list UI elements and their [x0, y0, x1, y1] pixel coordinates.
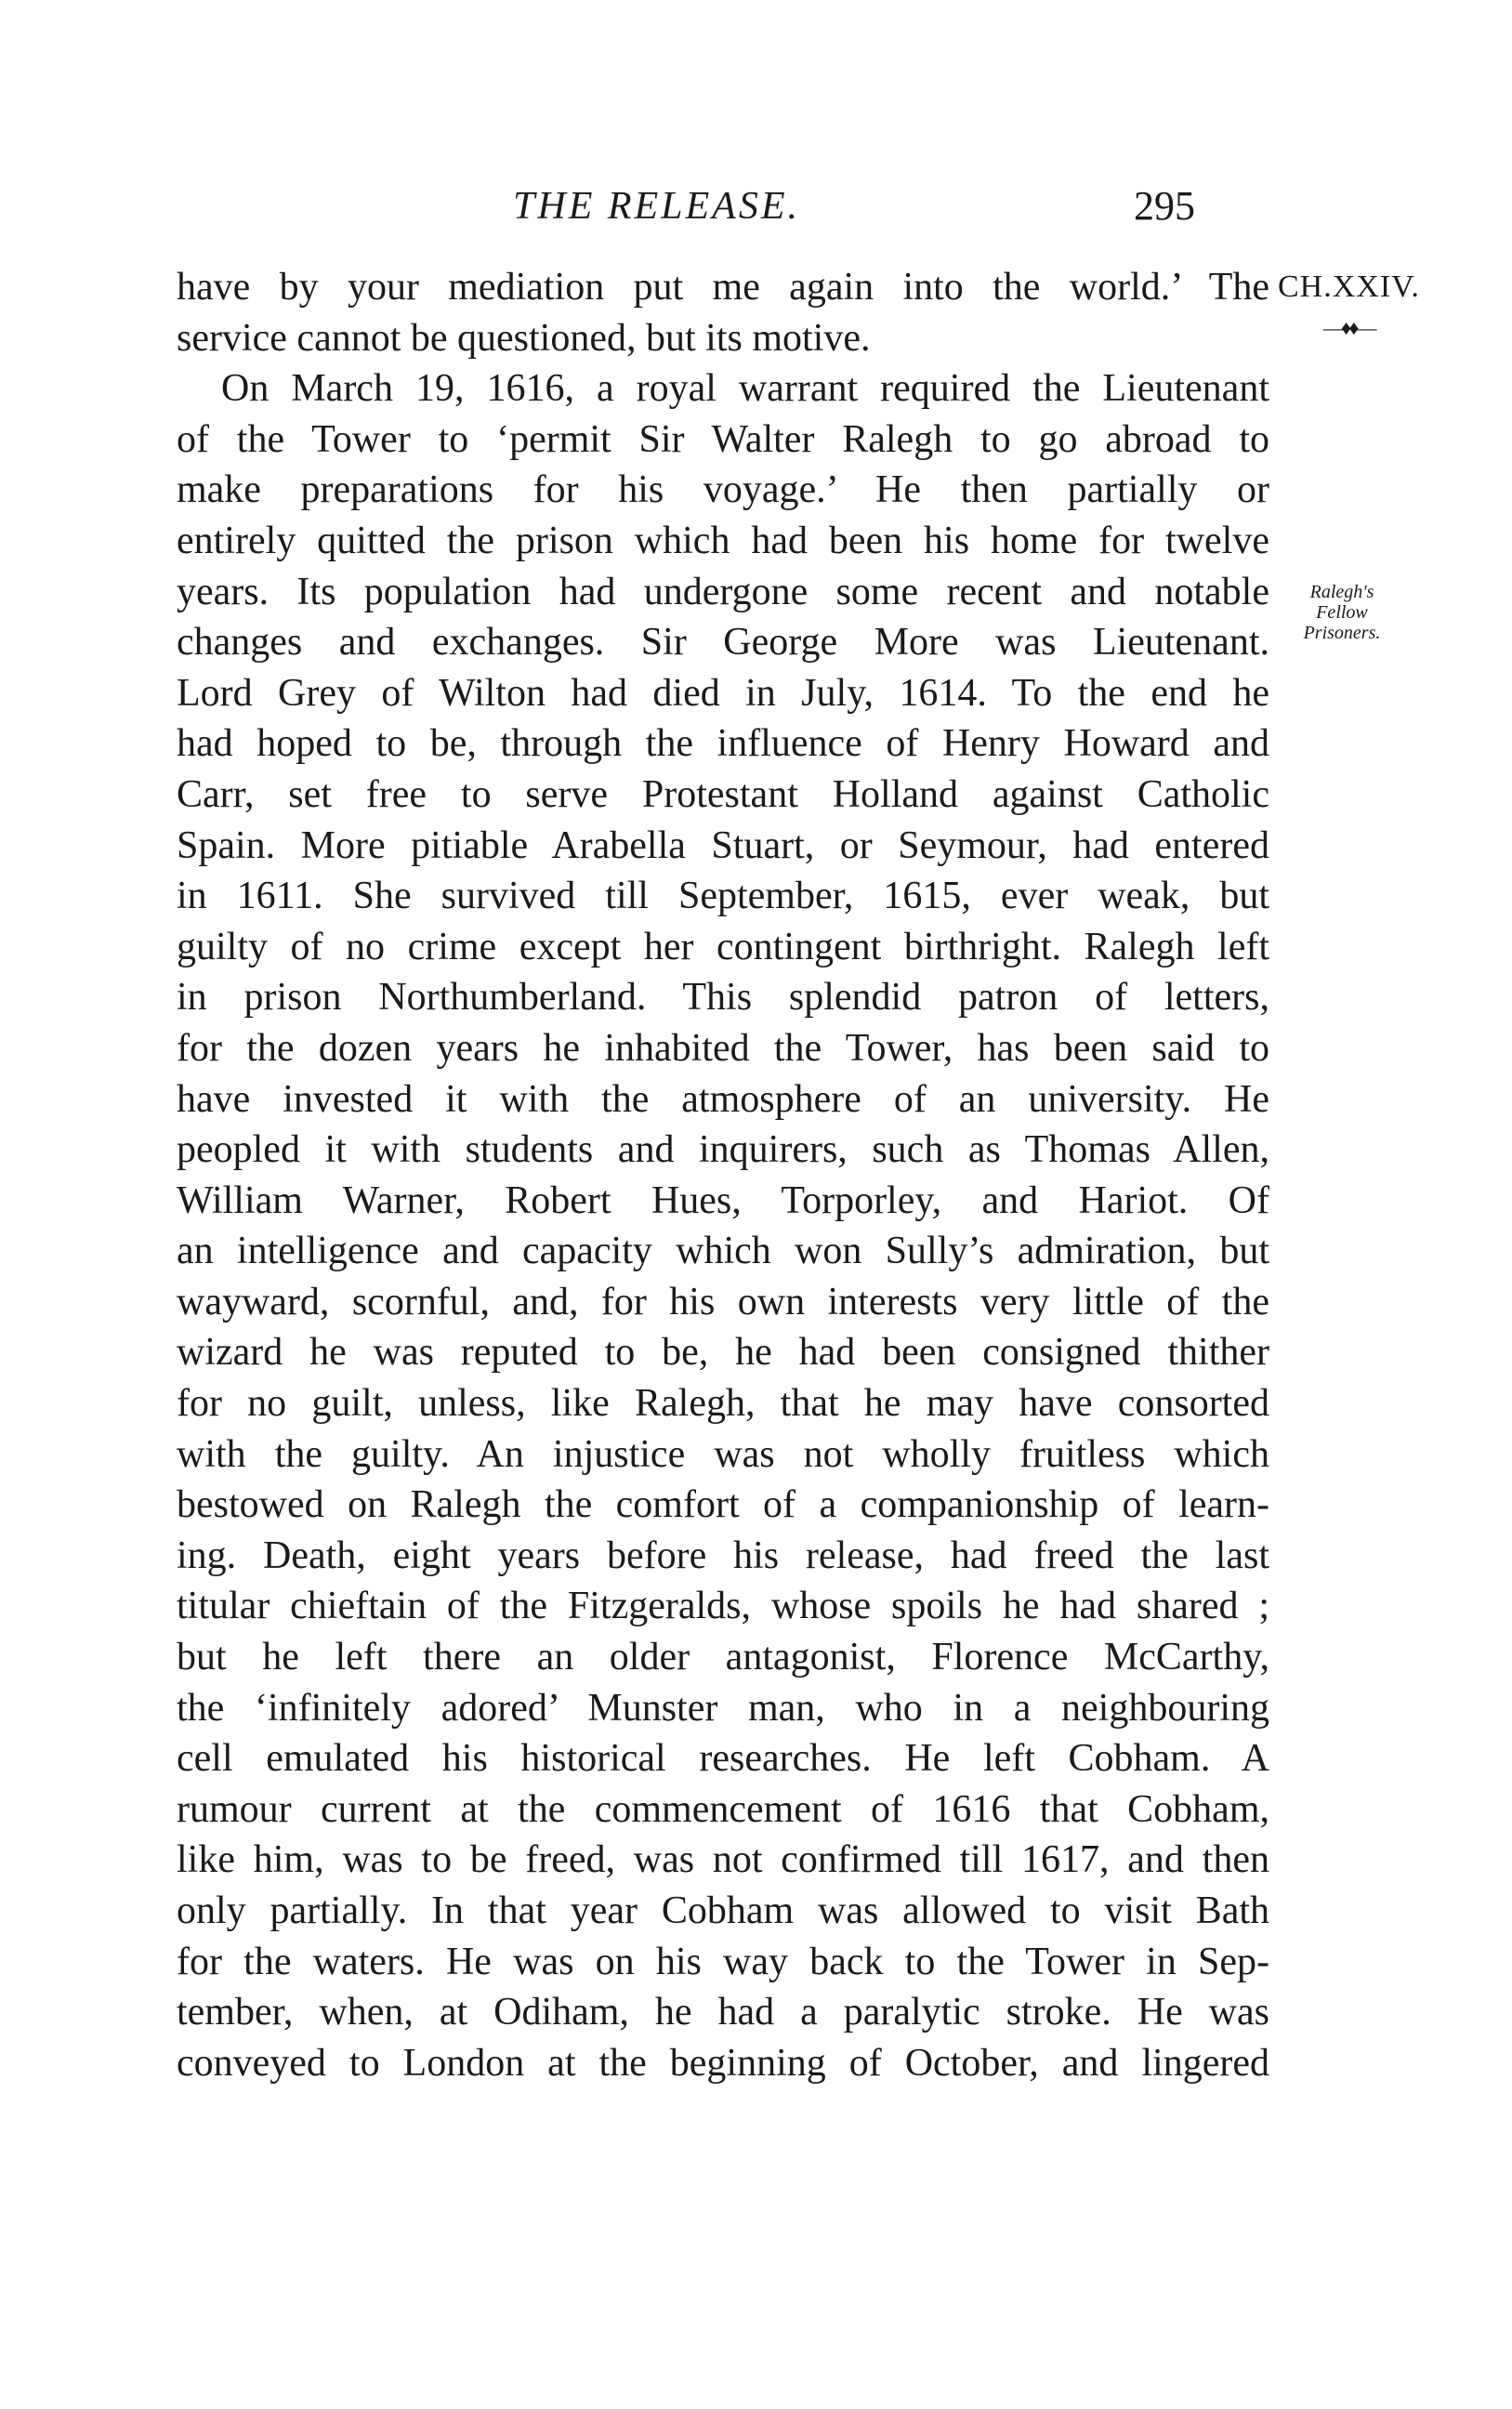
text-line: but he left there an older antagonist, Florence McCarthy, — [177, 1636, 1269, 1679]
sidenote-line: Prisoners. — [1303, 623, 1381, 643]
text-line: On March 19, 1616, a royal warrant required the Lieutenant — [221, 367, 1269, 411]
sidenote-line: Fellow — [1316, 602, 1368, 623]
text-line: William Warner, Robert Hues, Torporley, and Hariot. Of — [177, 1178, 1269, 1222]
text-line: make preparations for his voyage.’ He then partially or — [177, 468, 1269, 512]
text-line: tember, when, at Odiham, he had a paralytic stroke. He was — [177, 1991, 1269, 2034]
text-line: peopled it with students and inquirers, such as Thomas Allen, — [177, 1128, 1269, 1172]
text-line: titular chieftain of the Fitzgeralds, whose spoils he had shared ; — [177, 1585, 1269, 1628]
text-line: like him, was to be freed, was not confirmed till 1617, and then — [177, 1838, 1269, 1882]
text-line: guilty of no crime except her contingent birthright. Ralegh left — [177, 925, 1269, 968]
text-line: rumour current at the commencement of 1616 that Cobham, — [177, 1787, 1269, 1831]
text-line: entirely quitted the prison which had been his home for twelve — [177, 519, 1269, 562]
text-line: have by your mediation put me again into the world.’ The — [177, 266, 1269, 309]
text-line: ing. Death, eight years before his release, had freed the last — [177, 1534, 1269, 1577]
text-line: Lord Grey of Wilton had died in July, 1614. To the end he — [177, 671, 1269, 715]
text-line: Spain. More pitiable Arabella Stuart, or Seymour, had entered — [177, 823, 1269, 867]
page-number: 295 — [1134, 183, 1195, 229]
text-line: Carr, set free to serve Protestant Holland against Catholic — [177, 772, 1269, 816]
text-line: cell emulated his historical researches. He left Cobham. A — [177, 1737, 1269, 1781]
text-line: in 1611. She survived till September, 1615, ever weak, but — [177, 875, 1269, 918]
text-line: years. Its population had undergone some recent and notable — [177, 570, 1269, 613]
text-line: only partially. In that year Cobham was allowed to visit Bath — [177, 1889, 1269, 1932]
text-line: of the Tower to ‘permit Sir Walter Ralegh to go abroad to — [177, 417, 1269, 461]
sidenote — [1277, 582, 1407, 643]
text-line: had hoped to be, through the influence of Henry Howard and — [177, 722, 1269, 766]
text-line: conveyed to London at the beginning of October, and lingered — [177, 2041, 1269, 2085]
text-line: wayward, scornful, and, for his own interests very little of the — [177, 1280, 1269, 1323]
text-line: in prison Northumberland. This splendid patron of letters, — [177, 976, 1269, 1020]
text-line: for the waters. He was on his way back to the Tower in Sep- — [177, 1940, 1269, 1983]
text-line: service cannot be questioned, but its motive. — [177, 316, 871, 360]
body-text — [177, 262, 1269, 2088]
margin-ornament: —♦♦— — [1323, 316, 1374, 339]
text-line: an intelligence and capacity which won Sully’s admiration, but — [177, 1230, 1269, 1273]
page-title: THE RELEASE. — [513, 185, 800, 228]
text-line: wizard he was reputed to be, he had been consigned thither — [177, 1331, 1269, 1375]
sidenote-line: Ralegh's — [1309, 582, 1374, 602]
margin-chapter-label: CH.XXIV. — [1278, 270, 1420, 304]
text-line: have invested it with the atmosphere of an university. He — [177, 1077, 1269, 1121]
text-line: with the guilty. An injustice was not wholly fruitless which — [177, 1432, 1269, 1476]
text-line: for the dozen years he inhabited the Tower, has been said to — [177, 1026, 1269, 1070]
text-line: bestowed on Ralegh the comfort of a companionship of learn- — [177, 1483, 1269, 1527]
text-line: the ‘infinitely adored’ Munster man, who in a neighbouring — [177, 1686, 1269, 1730]
text-line: changes and exchanges. Sir George More was Lieutenant. — [177, 621, 1269, 665]
text-line: for no guilt, unless, like Ralegh, that he may have consorted — [177, 1382, 1269, 1426]
